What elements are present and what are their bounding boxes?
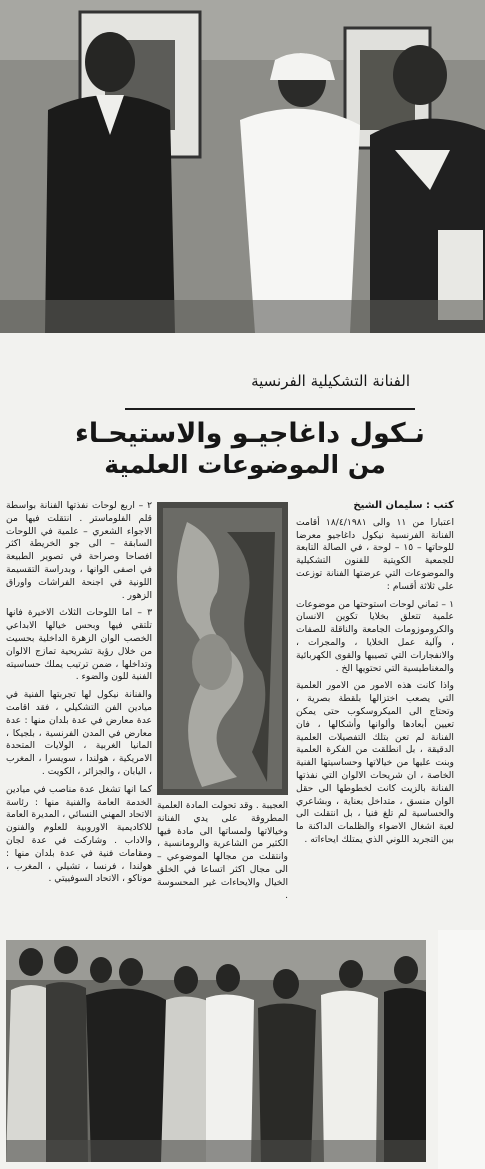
page-margin [438,930,485,1169]
paragraph: ٢ – اربع لوحات نفذتها الفنانة بواسطة قلم الفلوماستر . انتقلت فيها من الاجواء الشعري – علمية في اللوحات السابقة – الى جو الخريطة اكثر افصاحا وصراحة في تصوير الطبيعة في اصفى الوانها ، وبدراسة التقسيمة اللونية في اجنحة الفراشات واوراق الزهور . [6,500,152,601]
top-photo-illustration [0,0,485,333]
article-kicker: الفنانة التشكيلية الفرنسية [251,372,410,390]
article-headline-line2: من الموضوعات العلمية [104,450,386,479]
painting-illustration [157,502,288,795]
group-photo-illustration [6,940,426,1162]
top-photo [0,0,485,333]
paragraph: ٣ – اما اللوحات الثلاث الاخيرة فانها تلتقي فيها وبحس خيالها الابداعي الخصب الوان الزهرة الداخلية بحسيت من خلال رؤية تشريحية تمازج الالوان وتداخلها ، ضمن ترتيب يملك حساسيته الفنية للون والضوء . [6,607,152,683]
article-column-left [6,500,152,930]
article-column-middle [157,800,288,925]
paragraph: ١ – ثماني لوحات استوحتها من موضوعات علمية تتعلق بخلايا تكوين الانسان والكروموزومات الجامعة والناقلة للصفات ، وآلية عمل الخلايا ، والمجرات ، والانفجارات التي تصيبها والقوى الكهربائية والمغناطيسية التي تحتويها الخ . [296,598,454,674]
paragraph: والفنانة نيكول لها تجربتها الفنية في ميادين الفن التشكيلي ، فقد اقامت عدة معارض في عدة بلدان منها : عدة معارض في المدن الفرنسية ، بلجيكا ، المانيا الغربية ، الولايات المتحدة الامريكية ، هولندا ، سويسرا ، المغرب ، اليابان ، والجزائر ، الكويت . [6,689,152,777]
paragraph: واذا كانت هذه الامور من الامور العلمية التي يصعب اختزالها بلقطة بصرية ، وتحتاج الى الميكروسكوب حتى يمكن تعيين أبعادها وألوانها وأشكالها ، فان الفنانة لم تعن بتلك التفصيلات العلمية الدقيقة ، بل انطلقت من الفكرة العلمية وبنت عليها من خيالاتها وحساسيتها الفنية الخاصة ، ان شريحات الالوان التي نفذتها الفنانة بالزيت كانت لخطوطها الى حقل الوان منسق ، متداخل بعناية ، وبشاعري والحساسية لم تلغ فنيا ، بل انتقلت الى لعبة اشغال الاضواء والظلمات الداكنة ما بين التجريد اللوني الذي يمتلك ايحاءاته . [296,680,454,845]
article-column-right [296,500,454,905]
group-photo [6,940,426,1162]
painting-photo [157,502,288,795]
article-headline-line1: نـكول داغاجيـو والاستيحـاء [75,418,425,449]
header-rule [125,408,415,410]
article-byline: كتب : سليمان الشيخ [353,500,454,511]
paragraph: اعتبارا من ١١ والى ١٨/٤/١٩٨١ أقامت الفنانة الفرنسية نيكول داغاجيو معرضا للوحاتها – ١٥ – لوحة ، في الصالة التابعة للجمعية الكويتية للفنون التشكيلية والموضوعات التي عرضتها الفنانة توزعت على ثلاثة أقسام : [296,516,455,592]
paragraph: العجيبة . وقد تحولت المادة العلمية المطروقة على يدي الفنانة وخيالاتها ولمساتها الى مادة فيها الكثير من الشاعرية والرومانسية ، وانتقلت من مجالها الموضوعي – الى مجال اكثر اتساعا في الخلق الخيال والايحاءات غير المحسوسة . [157,800,288,901]
paragraph: كما انها تشغل عدة مناصب في ميادين الخدمة العامة والفنية منها : رئاسة الاتحاد المهني النسائي ، المديرة العامة للاكاديمية الاوروبية للعلوم والفنون والاداب . وشاركت في عدة لجان ومقامات فنية في عدة بلدان منها : هولندا ، فرنسا ، تشيلي ، المغرب ، موناكو ، الاتحاد السوفييتي . [6,783,152,885]
